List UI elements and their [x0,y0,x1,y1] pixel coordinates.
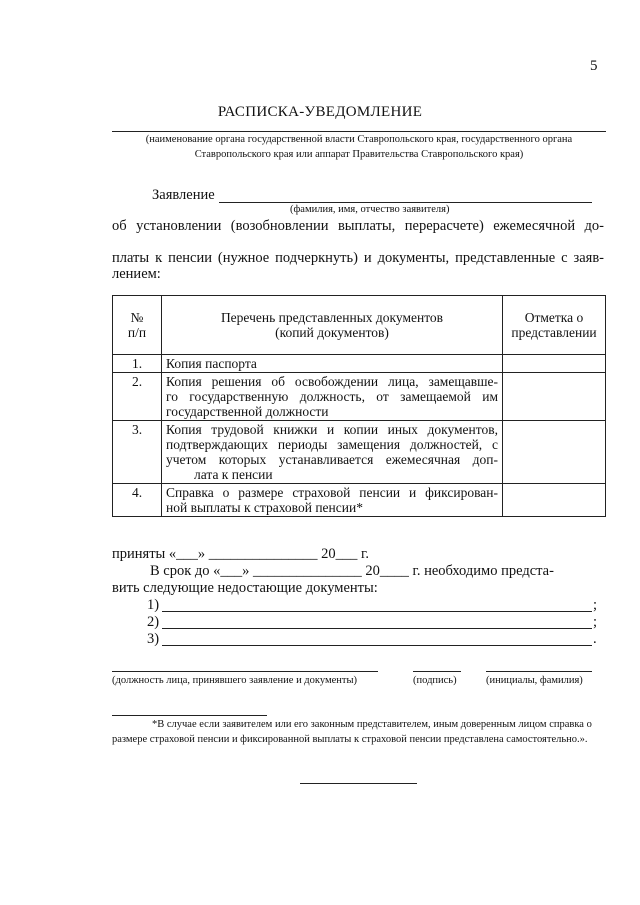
row-description-line: Копия паспорта [166,356,257,371]
paragraph-line-3: лением: [112,266,161,282]
row-description [162,484,503,517]
row-number: 1. [113,355,162,373]
row-description-line: Копия решения об освобождении лица, замещавше- [166,374,498,389]
deadline-line-1: В срок до «___» _______________ 20____ г. необходимо предста- [150,563,554,579]
table-row [113,484,606,517]
footnote-line-1: *В случае если заявителем или его законным представителем, иным доверенным лицом справка о [152,719,592,730]
deadline-line-2: вить следующие недостающие документы: [112,580,378,596]
paragraph-line-2: платы к пенсии (нужное подчеркнуть) и документы, представленные с заяв- [112,250,604,266]
header-mark [503,296,606,355]
missing-doc-line-2 [162,628,592,629]
document-title: РАСПИСКА-УВЕДОМЛЕНИЕ [217,104,423,120]
row-description-line: лата к пенсии [194,467,273,482]
row-description [162,355,503,373]
row-description-line: государственной должности [166,404,329,419]
row-number: 4. [113,484,162,517]
documents-table [112,295,606,517]
footnote-separator [112,715,267,716]
header-number-line-1: № [130,310,144,325]
authority-caption-line-1: (наименование органа государственной власти Ставропольского края, государственного органа [145,134,573,145]
statement-label: Заявление [152,187,215,203]
signature-caption: (подпись) [413,675,457,686]
page-number: 5 [590,58,598,74]
row-number: 2. [113,373,162,421]
row-mark-cell [503,355,606,373]
initials-line [486,671,592,672]
missing-doc-label: 2) [147,614,160,630]
row-description-line: го государственную должность, от замещаемой им [166,389,498,404]
row-description-line: подтверждающих периоды замещения должностей, с [166,437,498,452]
missing-doc-end: . [593,631,597,647]
header-number-line-2: п/п [127,325,147,340]
footnote-line-2: размере страховой пенсии и фиксированной выплаты к страховой пенсии представлена самостоятельно.». [112,734,588,745]
applicant-caption: (фамилия, имя, отчество заявителя) [290,204,450,215]
header-list-line-2: (копий документов) [275,325,389,340]
header-list-line-1: Перечень представленных документов [220,310,444,325]
header-document-list [162,296,503,355]
header-mark-line-1: Отметка о [524,310,584,325]
paragraph-line-1: об установлении (возобновлении выплаты, перерасчете) ежемесячной до- [112,218,604,234]
table-row [113,373,606,421]
missing-doc-end: ; [593,597,598,613]
row-number: 3. [113,421,162,484]
row-description-line: Справка о размере страховой пенсии и фиксирован- [166,485,498,500]
table-row [113,421,606,484]
position-caption: (должность лица, принявшего заявление и документы) [112,675,358,686]
row-description [162,421,503,484]
missing-doc-label: 1) [147,597,160,613]
applicant-name-line [219,202,592,203]
row-description-line: учетом которых устанавливается ежемесячная доп- [166,452,498,467]
table-header-row [113,296,606,355]
row-mark-cell [503,421,606,484]
position-signature-line [112,671,378,672]
row-description-line: Копия трудовой книжки и копии иных документов, [166,422,498,437]
table-row [113,355,606,373]
row-mark-cell [503,373,606,421]
authority-caption-line-2: Ставропольского края или аппарат Правительства Ставропольского края) [194,149,524,160]
signature-line [413,671,461,672]
missing-doc-line-3 [162,645,592,646]
accepted-line: приняты «___» _______________ 20___ г. [112,546,369,562]
missing-doc-label: 3) [147,631,160,647]
row-description [162,373,503,421]
header-mark-line-2: представлении [511,325,597,340]
initials-caption: (инициалы, фамилия) [486,675,583,686]
missing-doc-line-1 [162,611,592,612]
header-number [113,296,162,355]
end-separator [300,783,417,784]
row-description-line: ной выплаты к страховой пенсии* [166,500,363,515]
authority-name-line [112,131,606,132]
missing-doc-end: ; [593,614,598,630]
row-mark-cell [503,484,606,517]
